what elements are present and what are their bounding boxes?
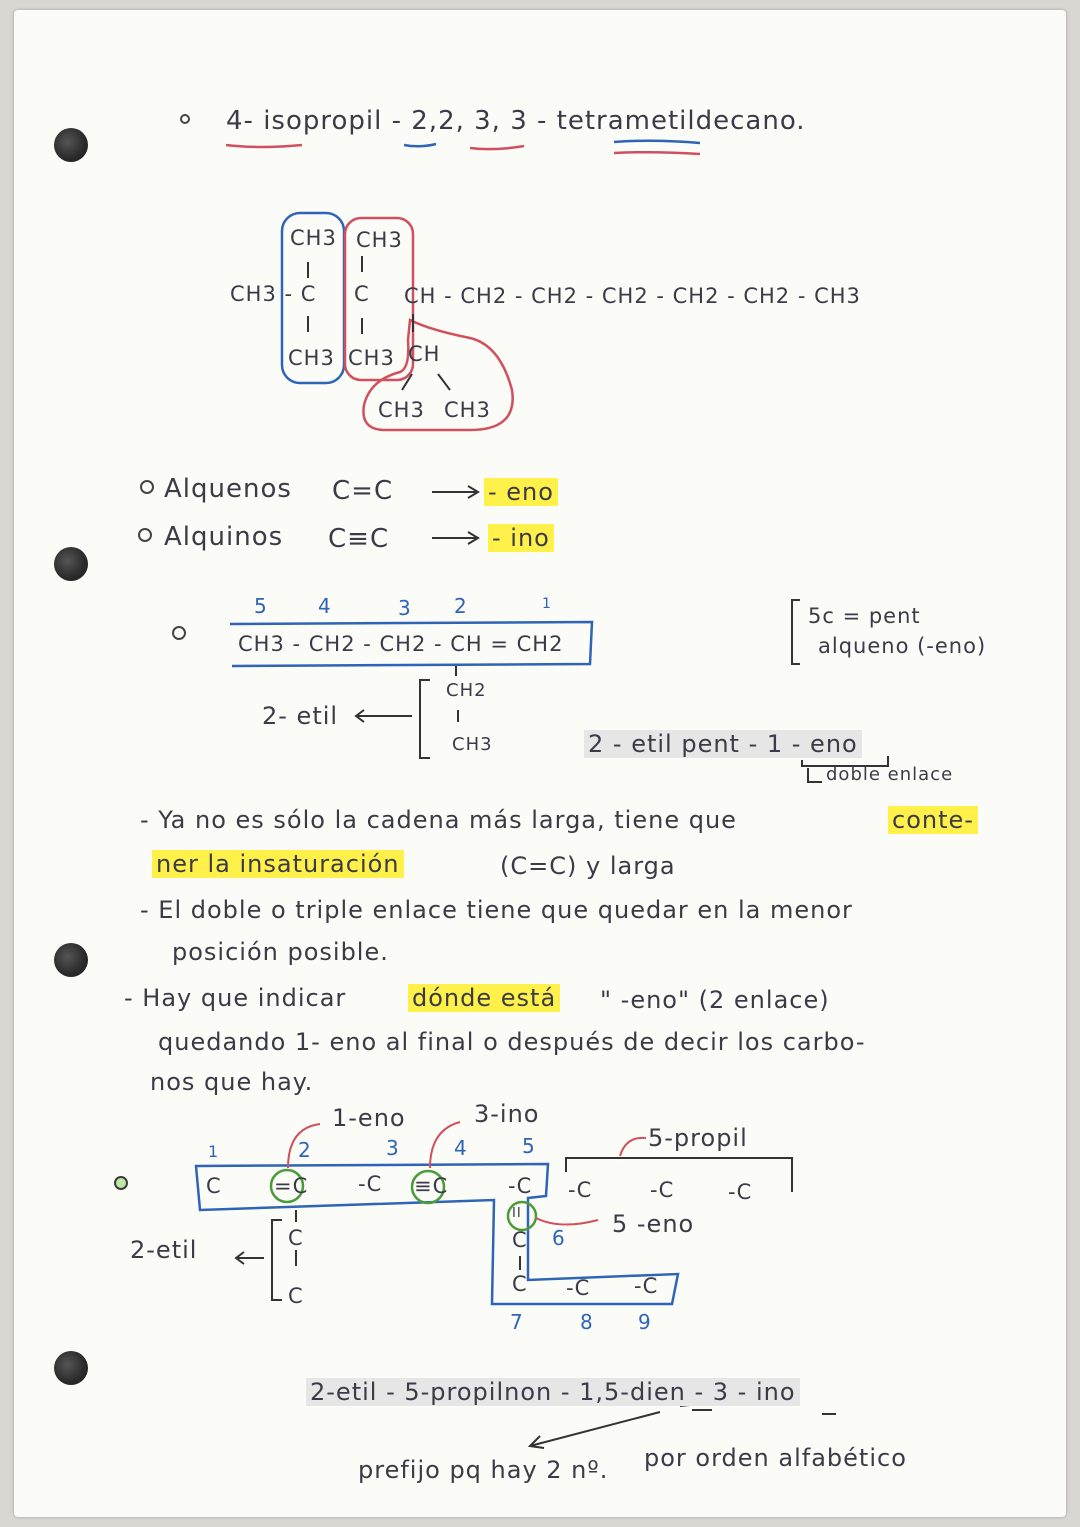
formula-main-chain: CH - CH2 - CH2 - CH2 - CH2 - CH2 - CH3	[404, 284, 861, 308]
final-compound-name: 2-etil - 5-propilnon - 1,5-dien - 3 - ino	[306, 1378, 800, 1406]
formula-ch3: CH3	[288, 346, 335, 370]
label-2-etil: 2-etil	[130, 1236, 198, 1264]
bullet	[172, 626, 186, 640]
prefix-note: prefijo pq hay 2 nº.	[358, 1456, 609, 1484]
atom-c: -C	[634, 1274, 659, 1298]
compound-name-1: 4- isopropil - 2,2, 3, 3 - tetrametildecano.	[226, 106, 806, 136]
note-alqueno: alqueno (-eno)	[818, 634, 987, 658]
bullet	[138, 528, 152, 542]
ino-suffix: - ino	[488, 524, 554, 552]
formula-ch: CH	[408, 342, 441, 366]
label-3-ino: 3-ino	[474, 1100, 540, 1128]
rule-3-eno: " -eno" (2 enlace)	[600, 986, 830, 1014]
ethyl-ch2: CH2	[446, 680, 487, 701]
result-name-2: 2 - etil pent - 1 - eno	[584, 730, 862, 758]
note-pent: 5c = pent	[808, 604, 921, 628]
atom-c: -C	[508, 1174, 533, 1198]
atom-c: -C	[358, 1172, 383, 1196]
alquenos-bond: C=C	[332, 476, 394, 506]
bullet	[140, 480, 154, 494]
atom-c: ≡C	[414, 1174, 449, 1198]
eno-suffix: - eno	[484, 478, 558, 506]
rule-1-tail: (C=C) y larga	[500, 852, 676, 880]
pentene-chain: CH3 - CH2 - CH2 - CH = CH2	[238, 632, 564, 656]
atom-c: -C	[568, 1178, 593, 1202]
rule-2-tail: posición posible.	[172, 938, 389, 966]
rule-2: - El doble o triple enlace tiene que quedar en la menor	[140, 896, 853, 924]
carbon-number: 6	[552, 1226, 566, 1250]
bullet	[114, 1176, 128, 1190]
alquinos-label: Alquinos	[164, 522, 284, 552]
atom-c: C	[288, 1284, 304, 1308]
atom-c: -C	[650, 1178, 675, 1202]
ethyl-ch3: CH3	[452, 734, 493, 755]
double-bond-note: doble enlace	[826, 764, 954, 785]
label-5-eno: 5 -eno	[612, 1210, 695, 1238]
atom-c: -C	[728, 1180, 753, 1204]
alquinos-bond: C≡C	[328, 524, 390, 554]
atom-c: C	[512, 1272, 528, 1296]
rule-3: - Hay que indicar	[124, 984, 347, 1012]
carbon-number: 1	[542, 596, 552, 612]
formula-ch3: CH3	[378, 398, 425, 422]
carbon-number: 3	[386, 1136, 400, 1160]
atom-c: =C	[274, 1174, 309, 1198]
rule-3-line3: nos que hay.	[150, 1068, 314, 1096]
carbon-number: 2	[298, 1138, 312, 1162]
formula-ch3: CH3	[348, 346, 395, 370]
formula-ch3-c: CH3 - C	[230, 282, 317, 306]
carbon-number: 9	[638, 1310, 652, 1334]
atom-c: C	[206, 1174, 222, 1198]
atom-c: C	[288, 1226, 304, 1250]
rule-1-highlight: ner la insaturación	[152, 850, 404, 878]
carbon-number: 1	[208, 1142, 220, 1161]
bullet	[180, 114, 190, 124]
rule-1-highlight: conte-	[888, 806, 978, 834]
carbon-number: 8	[580, 1310, 594, 1334]
carbon-number: 7	[510, 1310, 524, 1334]
label-5-propil: 5-propil	[648, 1124, 748, 1152]
atom-c: -C	[566, 1276, 591, 1300]
label-1-eno: 1-eno	[332, 1104, 406, 1132]
formula-ch3: CH3	[356, 228, 403, 252]
atom-c: C	[512, 1228, 528, 1252]
order-note: por orden alfabético	[644, 1444, 907, 1472]
rule-3-highlight: dónde está	[408, 984, 560, 1012]
carbon-number: 3	[398, 596, 412, 620]
carbon-number: 5	[522, 1134, 536, 1158]
formula-c: C	[354, 282, 370, 306]
carbon-number: 4	[318, 594, 332, 618]
formula-ch3: CH3	[444, 398, 491, 422]
rule-1: - Ya no es sólo la cadena más larga, tiene que	[140, 806, 737, 834]
rule-3-line2: quedando 1- eno al final o después de decir los carbo-	[158, 1028, 866, 1056]
atom-double-bond: II	[512, 1206, 522, 1221]
formula-ch3: CH3	[290, 226, 337, 250]
carbon-number: 2	[454, 594, 468, 618]
ethyl-label: 2- etil	[262, 702, 339, 730]
alquenos-label: Alquenos	[164, 474, 292, 504]
carbon-number: 5	[254, 594, 268, 618]
carbon-number: 4	[454, 1136, 468, 1160]
